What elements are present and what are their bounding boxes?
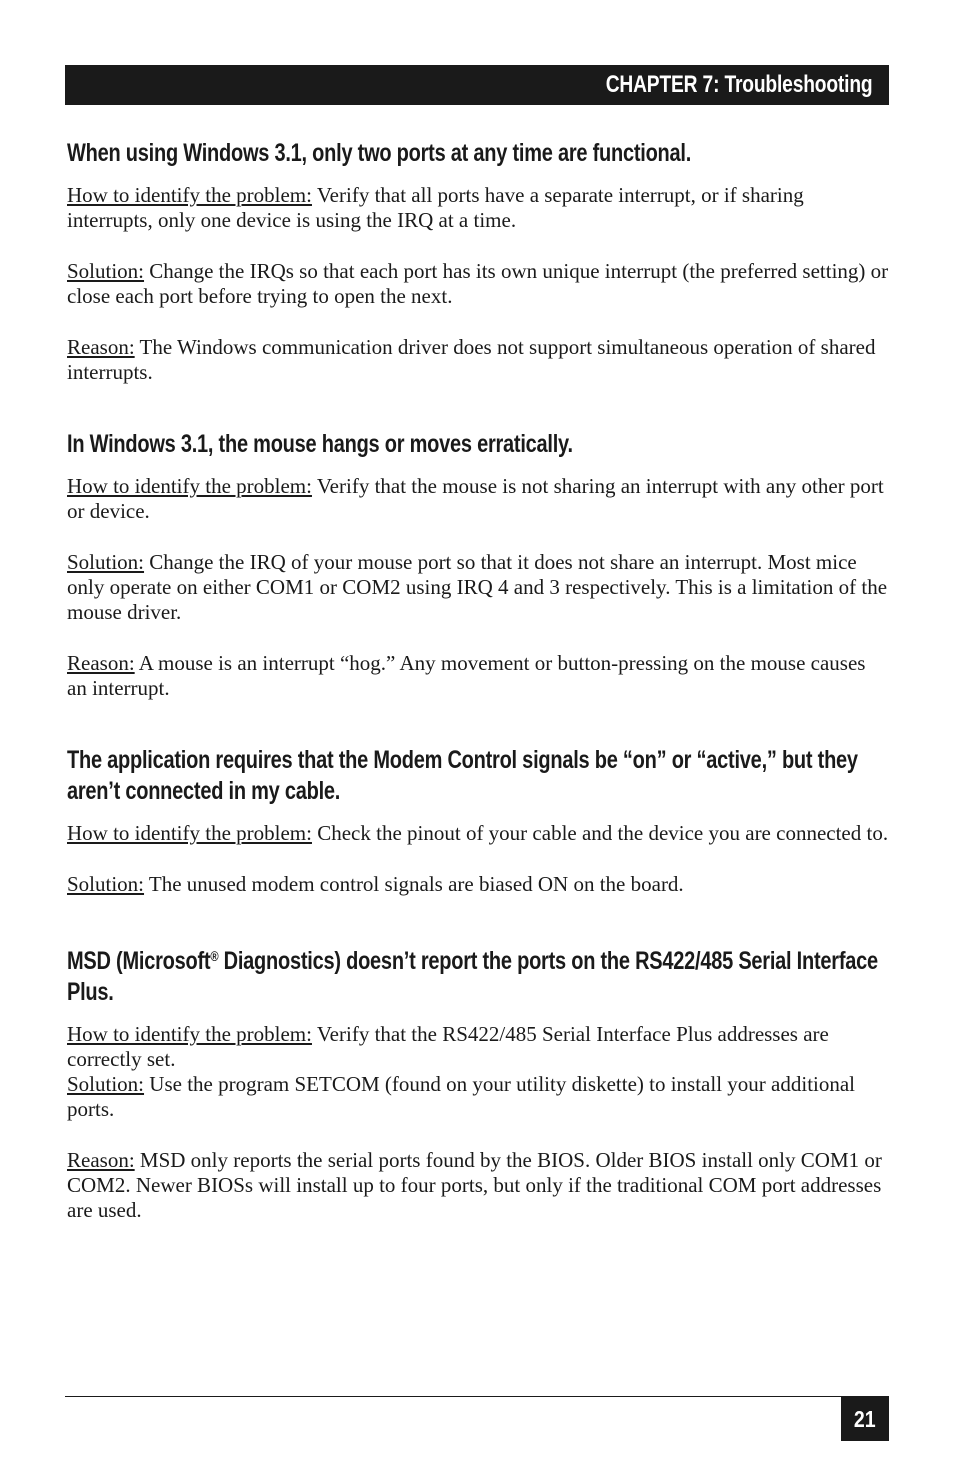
heading-part: Diagnostics) doesn’t report the ports on the RS422/485 Serial Interface Plus. [67, 947, 878, 1006]
section-modem-control [67, 745, 889, 897]
paragraph-text: The unused modem control signals are biased ON on the board. [144, 872, 684, 896]
paragraph-lead: Solution: [67, 1072, 145, 1096]
paragraph-text: Verify that the mouse is not sharing an interrupt with any other port or device. [67, 474, 884, 523]
page-content [67, 138, 889, 1267]
paragraph-lead: How to identify the problem: [67, 821, 312, 845]
solution-paragraph [67, 872, 889, 897]
section-heading [67, 941, 889, 1008]
paragraph-lead: Solution: [67, 872, 145, 896]
page-number: 21 [854, 1405, 876, 1432]
paragraph-lead: How to identify the problem: [67, 1022, 312, 1046]
paragraph-lead: Solution: [67, 259, 145, 283]
reason-paragraph [67, 1148, 889, 1223]
solution-paragraph [67, 1072, 889, 1122]
chapter-header [65, 65, 889, 105]
chapter-title: CHAPTER 7: Troubleshooting [605, 71, 872, 98]
identify-paragraph [67, 183, 889, 233]
paragraph-lead: Solution: [67, 550, 145, 574]
paragraph-text: Use the program SETCOM (found on your utility diskette) to install your additional ports. [67, 1072, 856, 1121]
registered-mark: ® [210, 948, 219, 964]
section-heading: When using Windows 3.1, only two ports at any time are functional. [67, 139, 692, 167]
section-mouse-hangs [67, 429, 889, 701]
reason-paragraph [67, 651, 889, 701]
solution-paragraph [67, 550, 889, 625]
paragraph-text: Verify that the RS422/485 Serial Interface Plus addresses are correctly set. [67, 1022, 829, 1071]
paragraph-lead: Reason: [67, 335, 135, 359]
paragraph-text: MSD only reports the serial ports found by the BIOS. Older BIOS install only COM1 or COM2. Newer BIOSs will install up to four ports, but only if the traditional COM port addresses are used. [67, 1148, 882, 1222]
paragraph-lead: How to identify the problem: [67, 183, 312, 207]
page-number-box [841, 1397, 889, 1441]
identify-paragraph [67, 1022, 889, 1072]
heading-part: MSD (Microsoft [67, 947, 211, 975]
reason-paragraph [67, 335, 889, 385]
paragraph-text: A mouse is an interrupt “hog.” Any movement or button-pressing on the mouse causes an interrupt. [67, 651, 866, 700]
section-msd-report [67, 941, 889, 1223]
section-windows-two-ports [67, 138, 889, 385]
paragraph-text: Change the IRQ of your mouse port so that it does not share an interrupt. Most mice only operate on either COM1 or COM2 using IRQ 4 and 3 respectively. This is a limitation of the mouse driver. [67, 550, 888, 624]
paragraph-lead: How to identify the problem: [67, 474, 312, 498]
paragraph-text: Verify that all ports have a separate interrupt, or if sharing interrupts, only one device is using the IRQ at a time. [67, 183, 804, 232]
footer-rule [65, 1396, 889, 1397]
paragraph-text: Check the pinout of your cable and the device you are connected to. [311, 821, 889, 845]
paragraph-text: The Windows communication driver does not support simultaneous operation of shared interrupts. [67, 335, 876, 384]
paragraph-lead: Reason: [67, 1148, 135, 1172]
section-heading: In Windows 3.1, the mouse hangs or moves erratically. [67, 430, 573, 458]
paragraph-lead: Reason: [67, 651, 135, 675]
section-heading: The application requires that the Modem Control signals be “on” or “active,” but they aren’t connected in my cable. [67, 746, 858, 805]
solution-paragraph [67, 259, 889, 309]
identify-paragraph [67, 474, 889, 524]
identify-paragraph [67, 821, 889, 846]
paragraph-text: Change the IRQs so that each port has its own unique interrupt (the preferred setting) or close each port before trying to open the next. [67, 259, 889, 308]
